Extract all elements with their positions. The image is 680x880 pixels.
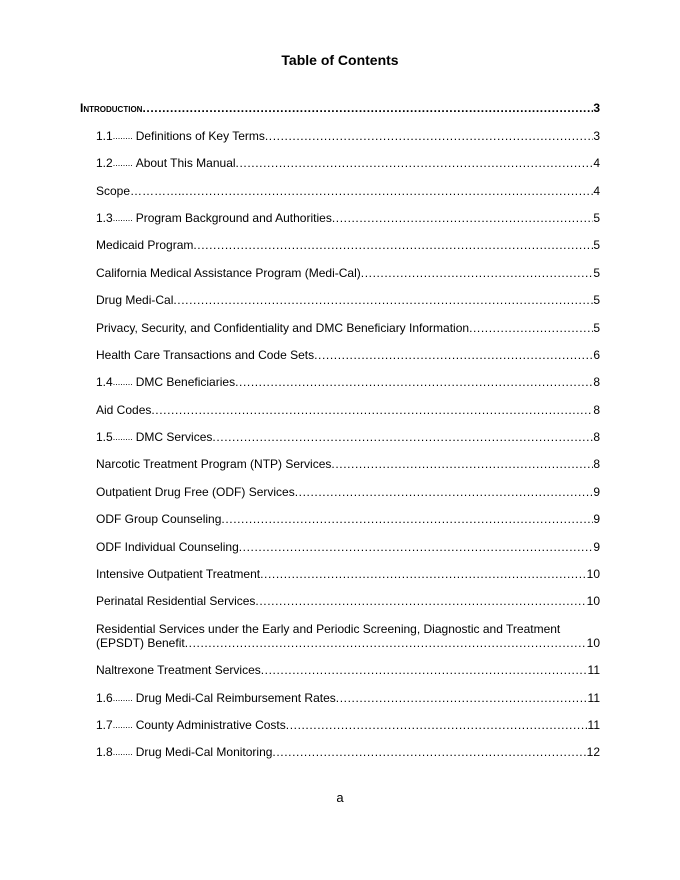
dot-leader	[286, 718, 588, 732]
dot-leader	[193, 238, 593, 252]
toc-entry-1-4[interactable]	[96, 375, 600, 389]
toc-entry-label: Naltrexone Treatment Services	[96, 663, 261, 677]
dot-leader	[239, 540, 594, 554]
toc-entry-page: 9	[593, 485, 600, 499]
toc-entry-label: Drug Medi-Cal Monitoring	[135, 745, 273, 759]
toc-entry-label: County Administrative Costs	[135, 718, 286, 732]
toc-entry-medi-cal[interactable]	[96, 266, 600, 280]
page-title: Table of Contents	[281, 52, 399, 68]
toc-entry-number: 1.4	[96, 375, 113, 389]
dot-leader	[173, 293, 593, 307]
dot-leader	[142, 101, 593, 115]
toc-entry-epsdt-residential[interactable]	[96, 622, 600, 650]
dot-leader	[336, 691, 588, 705]
number-dot-leader: ........	[112, 158, 133, 168]
toc-entry-label: ODF Individual Counseling	[96, 540, 239, 554]
toc-entry-number: 1.2	[96, 156, 113, 170]
toc-entry-page: 8	[593, 430, 600, 444]
toc-entry-page: 9	[593, 540, 600, 554]
toc-entry-page: 10	[586, 636, 600, 650]
toc-entry-medicaid-program[interactable]	[96, 238, 600, 252]
toc-entry-page: 9	[593, 512, 600, 526]
dot-leader	[185, 636, 587, 650]
toc-entry-page: 10	[586, 567, 600, 581]
toc-entry-page: 4	[593, 184, 600, 198]
toc-entry-1-1[interactable]	[96, 129, 600, 143]
dot-leader	[265, 129, 593, 143]
number-dot-leader: ........	[112, 720, 133, 730]
toc-entry-introduction[interactable]	[80, 101, 600, 115]
toc-entry-label: Medicaid Program	[96, 238, 194, 252]
toc-entry-label: ODF Group Counseling	[96, 512, 222, 526]
toc-entry-label: Introduction	[80, 101, 143, 115]
toc-entry-page: 11	[587, 691, 600, 705]
toc-entry-number: 1.8	[96, 745, 113, 759]
dot-leader	[236, 156, 594, 170]
dot-leader	[221, 512, 593, 526]
number-dot-leader: ........	[112, 432, 133, 442]
number-dot-leader: ........	[112, 213, 133, 223]
number-dot-leader: ........	[112, 131, 133, 141]
toc-entry-odf-individual-counseling[interactable]	[96, 540, 600, 554]
toc-entry-label: DMC Services	[135, 430, 213, 444]
toc-entry-page: 5	[593, 266, 600, 280]
dot-leader	[260, 567, 587, 581]
toc-entry-health-care-transactions[interactable]	[96, 348, 600, 362]
toc-entry-label-line2: (EPSDT) Benefit	[96, 636, 185, 650]
toc-entry-label: Health Care Transactions and Code Sets	[96, 348, 315, 362]
dot-leader	[314, 348, 593, 362]
dot-leader	[361, 266, 594, 280]
page-number-footer: a	[336, 790, 344, 805]
toc-entry-1-5[interactable]	[96, 430, 600, 444]
toc-entry-1-7[interactable]	[96, 718, 600, 732]
toc-entry-label: Drug Medi-Cal	[96, 293, 174, 307]
toc-entry-label: Program Background and Authorities	[135, 211, 332, 225]
toc-entry-odf-services[interactable]	[96, 485, 600, 499]
toc-entry-label: Intensive Outpatient Treatment	[96, 567, 261, 581]
dot-leader	[151, 403, 593, 417]
toc-entry-page: 5	[593, 238, 600, 252]
toc-entry-number: 1.7	[96, 718, 113, 732]
dot-leader	[469, 321, 593, 335]
toc-entry-label: Perinatal Residential Services	[96, 594, 256, 608]
dot-leader	[332, 211, 593, 225]
toc-entry-label: DMC Beneficiaries	[135, 375, 236, 389]
toc-entry-label: Narcotic Treatment Program (NTP) Services	[96, 457, 332, 471]
toc-entry-drug-medi-cal[interactable]	[96, 293, 600, 307]
toc-entry-label: Aid Codes	[96, 403, 152, 417]
toc-entry-page: 3	[593, 129, 600, 143]
toc-entry-label: About This Manual	[135, 156, 236, 170]
toc-entry-number: 1.5	[96, 430, 113, 444]
toc-entry-number: 1.6	[96, 691, 113, 705]
toc-entry-label: California Medical Assistance Program (Medi-Cal)	[96, 266, 361, 280]
dot-leader	[331, 457, 593, 471]
toc-entry-privacy[interactable]	[96, 321, 600, 335]
dot-leader	[295, 485, 594, 499]
toc-entry-1-6[interactable]	[96, 691, 600, 705]
number-dot-leader: ........	[112, 377, 133, 387]
dot-leader	[261, 663, 588, 677]
toc-entry-page: 11	[587, 663, 600, 677]
toc-entry-ntp-services[interactable]	[96, 457, 600, 471]
dot-leader	[235, 375, 593, 389]
toc-entry-page: 5	[593, 211, 600, 225]
toc-entry-1-2[interactable]	[96, 156, 600, 170]
toc-entry-label-line1: Residential Services under the Early and Periodic Screening, Diagnostic and Treatment	[96, 622, 561, 636]
toc-entry-page: 6	[593, 348, 600, 362]
toc-entry-number: 1.1	[96, 129, 113, 143]
toc-entry-page: 5	[593, 321, 600, 335]
number-dot-leader: ........	[112, 693, 133, 703]
toc-entry-label: Outpatient Drug Free (ODF) Services	[96, 485, 295, 499]
toc-entry-label: Drug Medi-Cal Reimbursement Rates	[135, 691, 336, 705]
toc-entry-page: 3	[593, 101, 600, 115]
toc-entry-page: 11	[587, 718, 600, 732]
dot-leader	[181, 184, 593, 198]
toc-entry-1-3[interactable]	[96, 211, 600, 225]
toc-entry-page: 12	[586, 745, 600, 759]
toc-entry-label: Privacy, Security, and Confidentiality and DMC Beneficiary Information	[96, 321, 470, 335]
toc-entry-perinatal-residential[interactable]	[96, 594, 600, 608]
toc-entry-page: 8	[593, 457, 600, 471]
toc-entry-page: 4	[593, 156, 600, 170]
toc-entry-scope[interactable]	[96, 184, 600, 198]
toc-entry-page: 5	[593, 293, 600, 307]
toc-entry-label: Definitions of Key Terms	[135, 129, 265, 143]
toc-entry-number: 1.3	[96, 211, 113, 225]
dot-leader	[272, 745, 586, 759]
toc-entry-naltrexone[interactable]	[96, 663, 600, 677]
toc-entry-page: 8	[593, 403, 600, 417]
dot-leader	[212, 430, 593, 444]
toc-entry-1-8[interactable]	[96, 745, 600, 759]
toc-entry-page: 10	[586, 594, 600, 608]
number-dot-leader: ........	[112, 747, 133, 757]
toc-entry-intensive-outpatient[interactable]	[96, 567, 600, 581]
toc-entry-line2	[96, 636, 600, 650]
toc-entry-aid-codes[interactable]	[96, 403, 600, 417]
dot-leader	[255, 594, 586, 608]
toc-entry-page: 8	[593, 375, 600, 389]
toc-entry-odf-group-counseling[interactable]	[96, 512, 600, 526]
toc-entry-label: Scope………….	[96, 184, 182, 198]
